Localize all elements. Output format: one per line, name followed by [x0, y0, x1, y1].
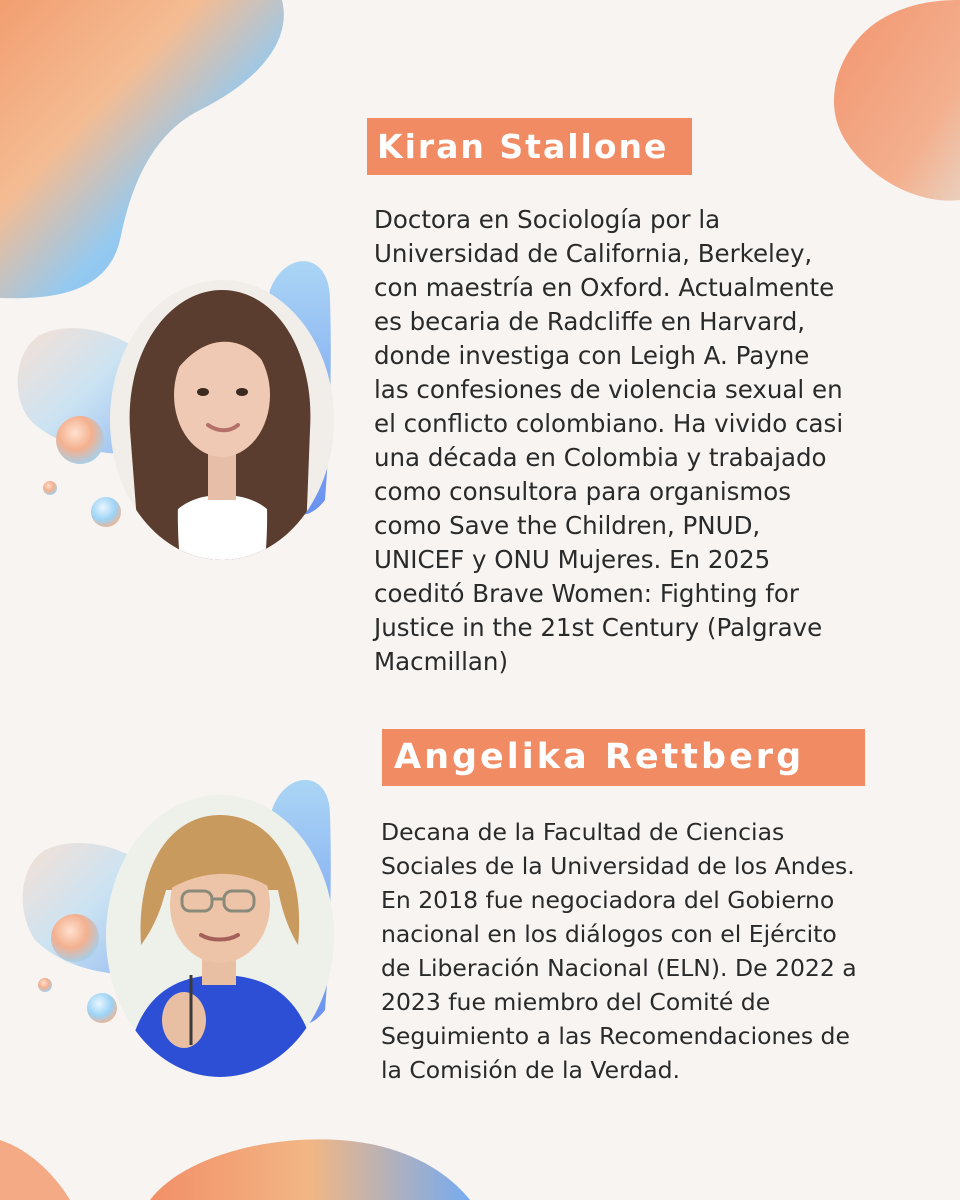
- blob-top-right: [834, 0, 960, 201]
- bio-line: como Save the Children, PNUD,: [374, 511, 761, 540]
- bio-line: UNICEF y ONU Mujeres. En 2025: [374, 545, 771, 574]
- blob-top-left: [0, 0, 284, 298]
- bio-line: la Comisión de la Verdad.: [381, 1056, 681, 1084]
- bio-line: Doctora en Sociología por la: [374, 205, 721, 234]
- bio-line: Sociales de la Universidad de los Andes.: [381, 852, 855, 880]
- bio-line: Decana de la Facultad de Ciencias: [381, 818, 785, 846]
- bio-line: En 2018 fue negociadora del Gobierno: [381, 886, 835, 914]
- bio-line: con maestría en Oxford. Actualmente: [374, 273, 835, 302]
- bio-line: es becaria de Radcliffe en Harvard,: [374, 307, 806, 336]
- portrait-photo-2: [106, 795, 334, 1077]
- profile-1-name: Kiran Stallone: [367, 118, 692, 175]
- bubble-6: [38, 978, 52, 992]
- bio-line: de Liberación Nacional (ELN). De 2022 a: [381, 954, 857, 982]
- profile-2-bio: [381, 815, 941, 1087]
- bio-line: las confesiones de violencia sexual en: [374, 375, 843, 404]
- blob-bottom-left: [0, 1140, 70, 1200]
- blob-bottom: [150, 1139, 470, 1200]
- bio-line: Seguimiento a las Recomendaciones de: [381, 1022, 850, 1050]
- profile-2-name: Angelika Rettberg: [382, 729, 865, 786]
- bio-line: Macmillan): [374, 647, 509, 676]
- portrait-photo-1: [110, 280, 335, 560]
- bio-line: coeditó Brave Women: Fighting for: [374, 579, 799, 608]
- bubble-3: [43, 481, 57, 495]
- bio-line: una década en Colombia y trabajado: [374, 443, 827, 472]
- bio-line: como consultora para organismos: [374, 477, 792, 506]
- bio-line: nacional en los diálogos con el Ejército: [381, 920, 837, 948]
- bio-line: donde investiga con Leigh A. Payne: [374, 341, 810, 370]
- bio-line: Justice in the 21st Century (Palgrave: [374, 613, 823, 642]
- bio-line: 2023 fue miembro del Comité de: [381, 988, 771, 1016]
- bio-line: el conflicto colombiano. Ha vivido casi: [374, 409, 844, 438]
- bubble-1: [56, 416, 104, 464]
- profile-1-bio: [374, 203, 934, 679]
- bio-line: Universidad de California, Berkeley,: [374, 239, 813, 268]
- bubble-4: [51, 914, 99, 962]
